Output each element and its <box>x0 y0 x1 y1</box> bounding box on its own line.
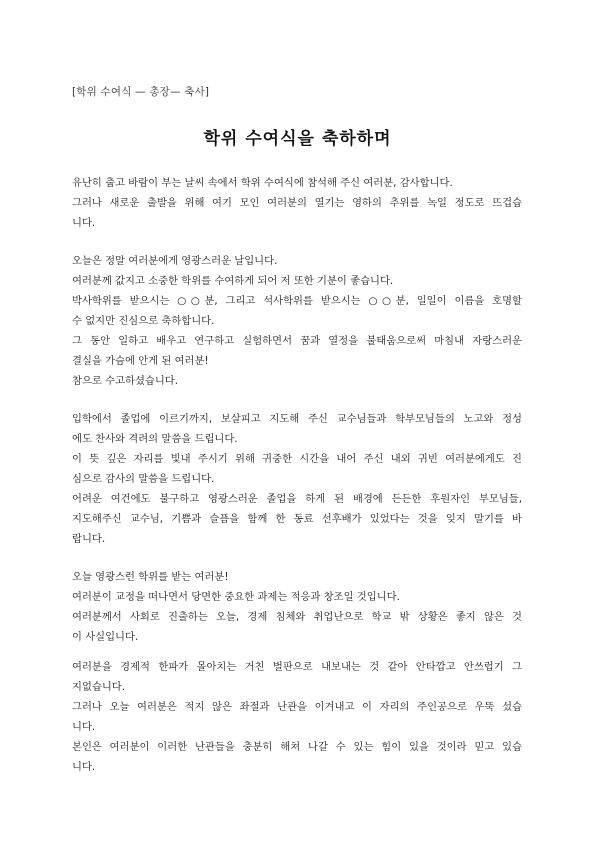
body-line: 참으로 수고하셨습니다. <box>72 375 179 387</box>
body-line: 니다. <box>72 217 96 229</box>
body-line: 결실을 가슴에 안게 된 여러분! <box>72 355 209 367</box>
body-line: 여러분께 값지고 소중한 학위를 수여하게 되어 저 또한 기분이 좋습니다. <box>72 275 394 287</box>
body-line: 이 사실입니다. <box>72 631 139 643</box>
body-line: 유난히 춥고 바람이 부는 날씨 속에서 학위 수여식에 참석해 주신 여러분, 감사합니다. <box>72 177 453 189</box>
body-line: 여러분께서 사회로 진출하는 오늘, 경제 침체와 취업난으로 학교 밖 상황은 좋지 않은 것 <box>72 611 522 623</box>
body-line: 이 뜻 깊은 자리를 빛내 주시기 위해 귀중한 시간을 내어 주신 내외 귀빈 여러분에게도 진 <box>72 453 522 465</box>
body-line: 그러나 새로운 출발을 위해 여기 모인 여러분의 열기는 영하의 추위를 녹일 정도로 뜨겁습 <box>72 197 522 209</box>
body-line: 심으로 감사의 말씀을 드립니다. <box>72 473 215 485</box>
body-line: 랍니다. <box>72 533 106 545</box>
body-line: 입학에서 졸업에 이르기까지, 보살피고 지도해 주신 교수님들과 학부모님들의 노고와 정성 <box>72 413 522 425</box>
body-line: 오늘 영광스런 학위를 받는 여러분! <box>72 571 229 583</box>
body-line: 어려운 여건에도 불구하고 영광스러운 졸업을 하게 된 배경에 든든한 후원자인 부모님들, <box>72 493 522 505</box>
body-line: 여러분을 경제적 한파가 몰아치는 거친 벌판으로 내보내는 것 같아 안타깝고 안쓰럽기 그 <box>72 661 522 673</box>
body-line: 박사학위를 받으시는 ○○분, 그리고 석사학위를 받으시는 ○○분, 일일이 이름을 호명할 <box>72 295 522 307</box>
document-header: [학위 수여식 — 총장— 축사] <box>72 86 210 98</box>
body-line: 니다. <box>72 721 96 733</box>
body-line: 그러나 오늘 여러분은 적지 않은 좌절과 난관을 이겨내고 이 자리의 주인공으로 우뚝 섰습 <box>72 701 522 713</box>
body-line: 그 동안 일하고 배우고 연구하고 실험하면서 꿈과 열정을 불태움으로써 마침내 자랑스러운 <box>72 335 522 347</box>
body-line: 지도해주신 교수님, 기쁨과 슬픔을 함께 한 동료 선후배가 있었다는 것을 잊지 말기를 바 <box>72 513 522 525</box>
body-line: 니다. <box>72 761 96 773</box>
body-line: 오늘은 정말 여러분에게 영광스러운 날입니다. <box>72 255 278 267</box>
body-line: 본인은 여러분이 이러한 난관들을 충분히 해쳐 나갈 수 있는 힘이 있을 것이라 믿고 있습 <box>72 741 522 753</box>
body-line: 에도 찬사와 격려의 말씀을 드립니다. <box>72 433 238 445</box>
document-title: 학위 수여식을 축하하며 <box>203 129 392 149</box>
body-line: 여러분이 교정을 떠나면서 당면한 중요한 과제는 적응과 창조일 것입니다. <box>72 591 400 603</box>
body-line: 지없습니다. <box>72 681 126 693</box>
body-line: 수 없지만 진심으로 축하합니다. <box>72 315 215 327</box>
